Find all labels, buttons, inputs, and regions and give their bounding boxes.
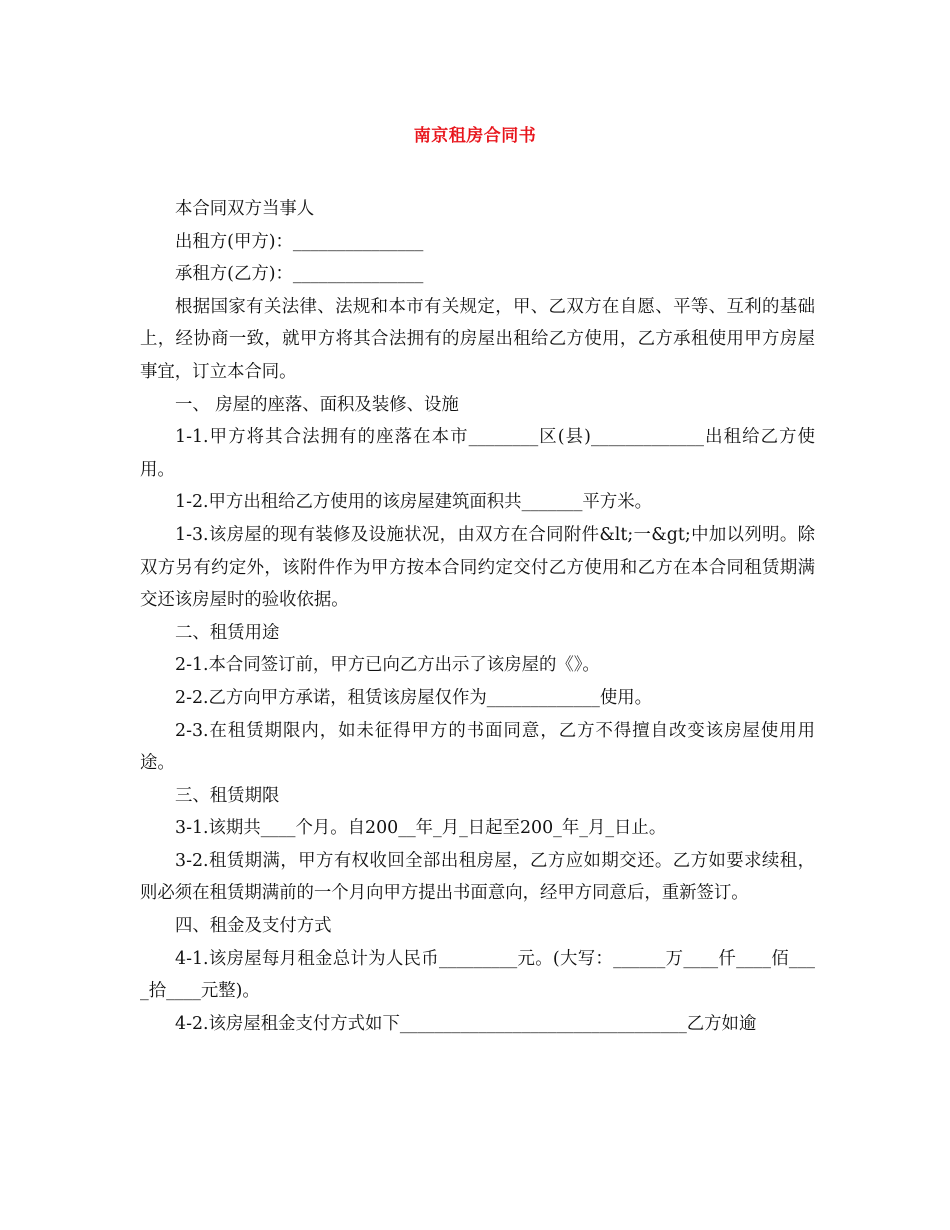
clause-4-2: 4-2.该房屋租金支付方式如下_________________________________乙方如逾 [175,1013,757,1034]
section-heading-3: 三、租赁期限 [175,785,280,806]
clause-2-2: 2-2.乙方向甲方承诺，租赁该房屋仅作为_____________使用。 [175,687,652,708]
clause-2-1: 2-1.本合同签订前，甲方已向乙方出示了该房屋的《》。 [175,655,600,676]
document-body [140,193,815,1040]
document-title: 南京租房合同书 [413,126,537,146]
clause-1-1: 1-1.甲方将其合法拥有的座落在本市________区(县)_____________出租给乙方使用。 [140,427,815,480]
clause-1-2: 1-2.甲方出租给乙方使用的该房屋建筑面积共_______平方米。 [175,492,652,513]
lessee-line: 承租方(乙方)：_______________ [175,264,424,285]
clause-3-2: 3-2.租赁期满，甲方有权收回全部出租房屋，乙方应如期交还。乙方如要求续租，则必须在租赁期满前的一个月向甲方提出书面意向，经甲方同意后，重新签订。 [140,850,815,904]
lessor-line: 出租方(甲方)：_______________ [175,231,424,252]
clause-4-1: 4-1.该房屋每月租金总计为人民币_________元。(大写：______万____仟____佰____拾____元整)。 [140,948,815,1002]
party-intro: 本合同双方当事人 [175,199,315,219]
section-heading-1: 一、 房屋的座落、面积及装修、设施 [175,394,459,415]
section-heading-4: 四、租金及支付方式 [175,916,332,937]
section-heading-2: 二、租赁用途 [175,622,280,643]
preamble-paragraph: 根据国家有关法律、法规和本市有关规定，甲、乙双方在自愿、平等、互利的基础上，经协商一致，就甲方将其合法拥有的房屋出租给乙方使用，乙方承租使用甲方房屋事宜，订立本合同。 [140,296,815,382]
clause-2-3: 2-3.在租赁期限内，如未征得甲方的书面同意，乙方不得擅自改变该房屋使用用途。 [140,720,815,774]
clause-1-3: 1-3.该房屋的现有装修及设施状况，由双方在合同附件&lt;一&gt;中加以列明。除双方另有约定外，该附件作为甲方按本合同约定交付乙方使用和乙方在本合同租赁期满交还该房屋时的验收依据。 [140,524,815,611]
clause-3-1: 3-1.该期共____个月。自200__年_月_日起至200_年_月_日止。 [175,818,667,839]
